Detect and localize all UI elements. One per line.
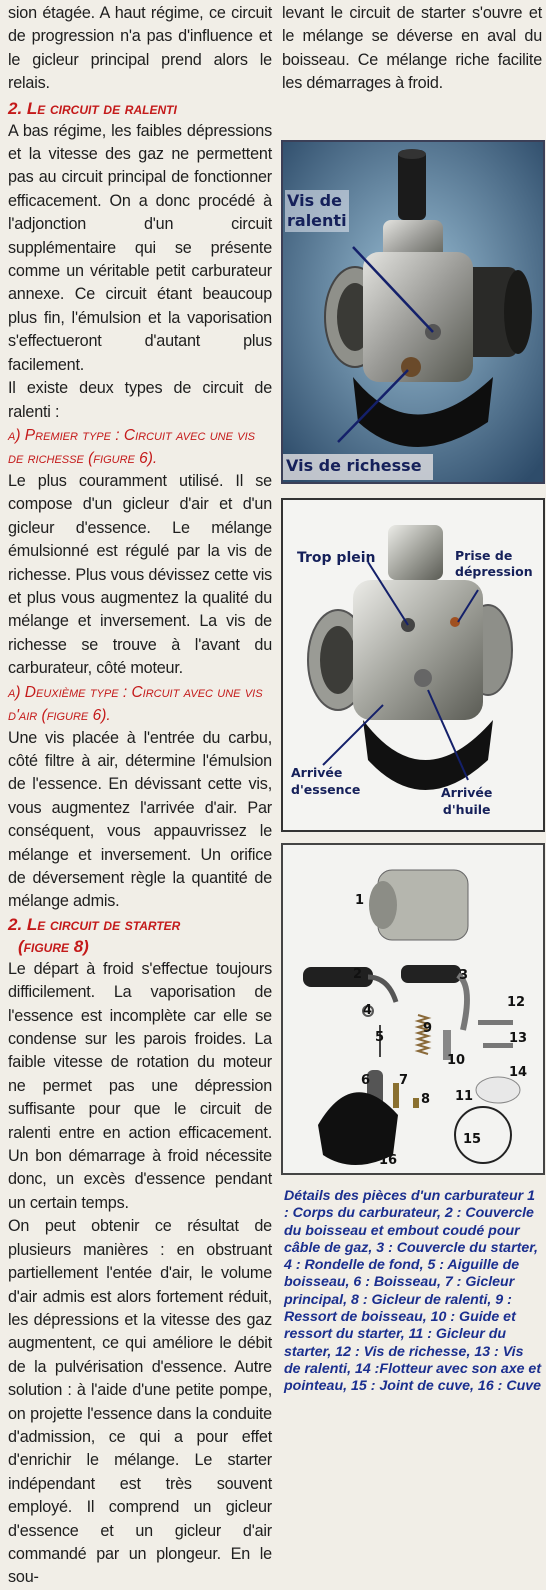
paragraph-premier-type: Le plus couramment utilisé. Il se compose d'un gicleur d'air et d'un gicleur d'essence. Le mélange émulsionné est régulé par la vis de richesse. Plus vous dévissez cette vis et plus vous augmentez la qualité du mélange et inversement. La vis de richesse se trouve à l'avant du carburateur, côté moteur. (8, 471, 272, 678)
heading-circuit-starter: 2. Le circuit de starter (8, 914, 181, 934)
paragraph-types: Il existe deux types de circuit de ralenti : (8, 379, 272, 421)
paragraph-intro: sion étagée. A haut régime, ce circuit de progression n'a pas d'influence et le gicleur principal prend alors le relais. (8, 4, 272, 93)
label-prise-de-depression (455, 548, 533, 580)
figure-carburetor-photo-1 (281, 140, 545, 484)
left-column (8, 2, 272, 1590)
label-arrivee-essence (291, 764, 360, 798)
part-number-6: 6 (361, 1073, 371, 1088)
label-vis-de-ralenti-line2: ralenti (287, 211, 347, 230)
label-vis-de-richesse: Vis de richesse (286, 456, 422, 475)
subheading-premier-type: a) Premier type : Circuit avec une vis de richesse (figure 6). (8, 426, 255, 467)
part-number-9: 9 (423, 1021, 433, 1036)
label-arrivee-essence-line2: d'essence (291, 782, 361, 797)
paragraph-starter-continued: levant le circuit de starter s'ouvre et le mélange se déverse en aval du boisseau. Ce mélange riche facilite les démarrages à froid. (282, 4, 542, 93)
figure-carburetor-photo-2 (281, 498, 545, 832)
figure-caption: Détails des pièces d'un carburateur 1 : Corps du carburateur, 2 : Couvercle du boisseau et embout coudé pour câble de gaz, 3 : Couvercle du starter, 4 : Rondelle de fond, 5 : Aiguille de boisseau, 6 : Boisseau, 7 : Gicleur principal, 8 : Gicleur de ralenti, 9 : Ressort de boisseau, 10 : Guide et ressort du starter, 11 : Gicleur du starter, 12 : Vis de richesse, 13 : Vis de ralenti, 14 :Flotteur avec son axe et pointeau, 15 : Joint de cuve, 16 : Cuve (284, 1188, 542, 1395)
part-number-10: 10 (447, 1053, 466, 1068)
label-vis-de-ralenti (285, 190, 349, 232)
part-number-11: 11 (455, 1089, 474, 1104)
heading-circuit-ralenti: 2. Le circuit de ralenti (8, 98, 177, 118)
paragraph-solutions: On peut obtenir ce résultat de plusieurs manières : en obstruant partiellement l'entée d'air, le volume d'air admis est alors fortement réduit, les dépressions et la vitesse des gaz augmentent, ce qui améliore le débit de la pulvérisation d'essence. Autre solution : à l'aide d'une petite pompe, on projette l'essence dans la conduite d'admission, ce qui a pour effet d'enrichir le mélange. Le starter indépendant est très souvent employé. Il comprend un gicleur d'essence et un gicleur d'air commandé par un plongeur. En le sou- (8, 1217, 272, 1587)
part-number-1: 1 (355, 893, 365, 908)
paragraph-ralenti: A bas régime, les faibles dépressions et la vitesse des gaz ne permettent pas au circuit principal de fonctionner efficacement. On a donc procédé à l'adjonction d'un circuit supplémentaire qui se présente comme un véritable petit carburateur annexe. Ce circuit étant beaucoup plus fin, l'émulsion et la vaporisation s'effectueront d'autant plus facilement. (8, 121, 272, 374)
label-trop-plein: Trop plein (297, 550, 376, 566)
subheading-deuxieme-type: a) Deuxième type : Circuit avec une vis d'air (figure 6). (8, 683, 263, 724)
part-number-12: 12 (507, 995, 526, 1010)
figure-exploded-parts (281, 843, 545, 1175)
part-number-14: 14 (509, 1065, 528, 1080)
label-arrivee-essence-line1: Arrivée (291, 765, 343, 780)
heading-figure-8: (figure 8) (18, 936, 89, 956)
part-number-15: 15 (463, 1132, 482, 1147)
label-prise-line2: dépression (455, 564, 533, 579)
part-number-8: 8 (421, 1092, 431, 1107)
label-prise-line1: Prise de (455, 548, 513, 563)
label-arrivee-huile-line1: Arrivée (441, 785, 493, 800)
part-number-2: 2 (353, 967, 363, 982)
part-number-7: 7 (399, 1073, 409, 1088)
label-arrivee-huile-line2: d'huile (442, 802, 491, 817)
part-number-13: 13 (509, 1031, 528, 1046)
paragraph-starter: Le départ à froid s'effectue toujours difficilement. La vaporisation de l'essence est incomplète car elle se condense sur les parois froides. La faible vitesse de rotation du moteur ne permet pas une dépression suffisante pour que le circuit de ralenti entre en action efficacement. Un bon démarrage à froid nécessite donc, un excès d'essence pendant un certain temps. (8, 959, 272, 1212)
part-number-3: 3 (459, 968, 469, 983)
part-number-16: 16 (379, 1153, 398, 1168)
part-number-4: 4 (363, 1003, 373, 1018)
label-vis-de-ralenti-line1: Vis de (287, 191, 342, 210)
exploded-parts-illustration (283, 845, 543, 1173)
part-number-5: 5 (375, 1030, 385, 1045)
paragraph-deuxieme-type: Une vis placée à l'entrée du carbu, côté filtre à air, détermine l'émulsion de l'essence. En dévissant cette vis, vous augmentez l'arrivée d'air. Par conséquent, vous appauvrissez le mélange et inversement. Un orifice de déversement règle la quantité de mélange admis. (8, 728, 272, 911)
right-column (282, 2, 542, 96)
label-arrivee-huile (441, 784, 492, 818)
